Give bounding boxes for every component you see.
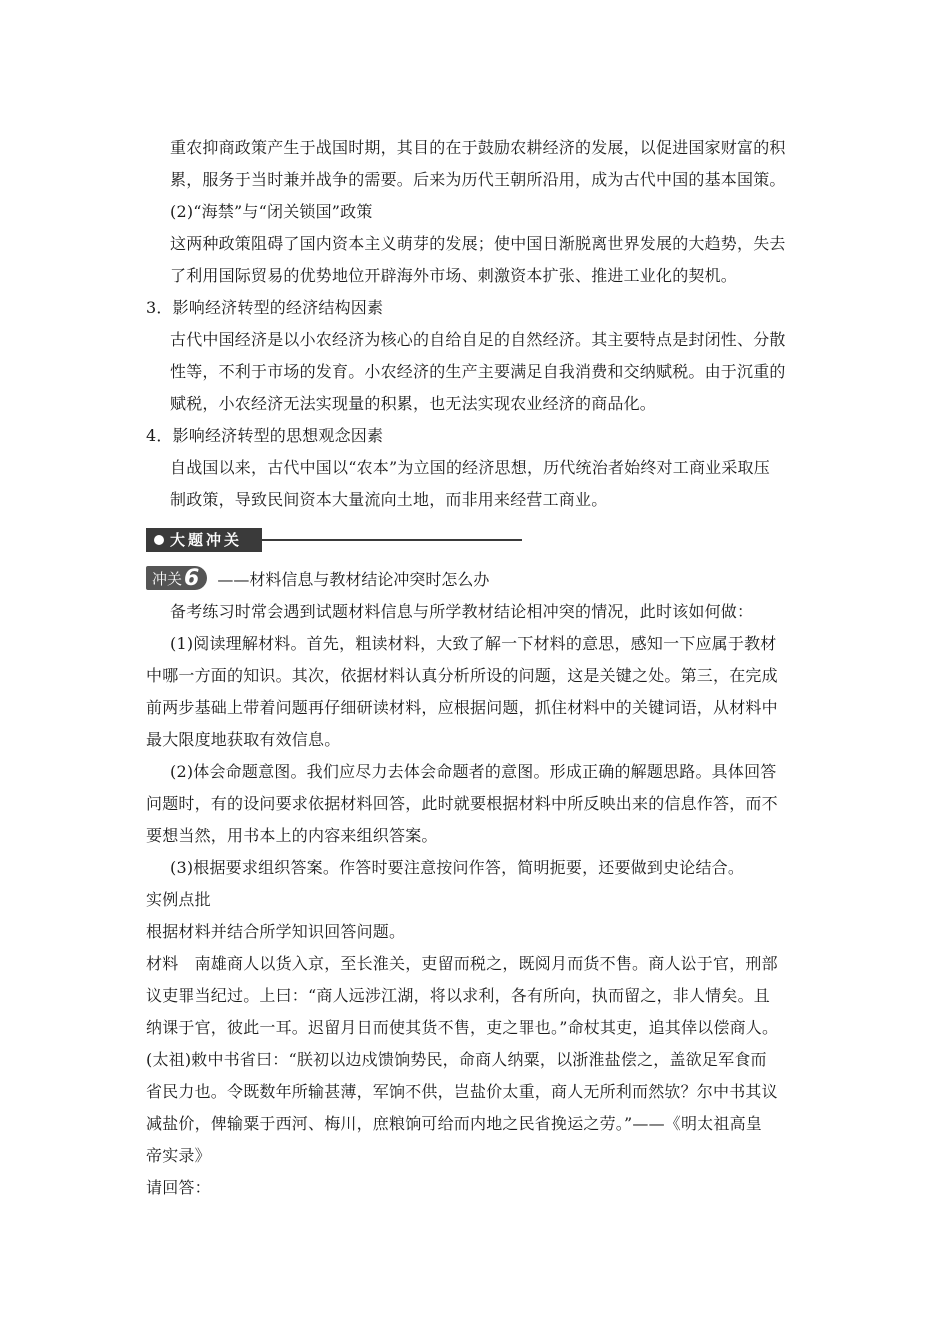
text-line: 这两种政策阻碍了国内资本主义萌芽的发展；使中国日渐脱离世界发展的大趋势，失去 [170, 234, 786, 253]
subheading: (2)“海禁”与“闭关锁国”政策 [170, 202, 373, 221]
chongguan-number: 6 [184, 565, 200, 591]
banner-label: 大题冲关 [170, 531, 243, 549]
chongguan-heading [146, 562, 806, 594]
text-line: (1)阅读理解材料。首先，粗读材料，大致了解一下材料的意思，感知一下应属于教材 [170, 634, 777, 653]
section-heading: 3．影响经济转型的经济结构因素 [146, 298, 384, 317]
text-line: 古代中国经济是以小农经济为核心的自给自足的自然经济。其主要特点是封闭性、分散 [170, 330, 786, 349]
text-line: (3)根据要求组织答案。作答时要注意按问作答，简明扼要，还要做到史论结合。 [170, 858, 745, 877]
text-line: 要想当然，用书本上的内容来组织答案。 [146, 826, 438, 845]
text-line: 性等，不利于市场的发育。小农经济的生产主要满足自我消费和交纳赋税。由于沉重的 [170, 362, 786, 381]
bullet-dot-icon [154, 535, 164, 545]
document-body [146, 132, 806, 1204]
banner-divider [262, 539, 522, 541]
material-line: 帝实录》 [146, 1146, 211, 1165]
chongguan-tag: 冲关 [152, 569, 183, 588]
section-heading: 4．影响经济转型的思想观念因素 [146, 426, 384, 445]
text-line: (2)体会命题意图。我们应尽力去体会命题者的意图。形成正确的解题思路。具体回答 [170, 762, 777, 781]
text-line: 赋税，小农经济无法实现量的积累，也无法实现农业经济的商品化。 [170, 394, 657, 413]
text-line: 最大限度地获取有效信息。 [146, 730, 341, 749]
text-line: 制政策，导致民间资本大量流向土地，而非用来经营工商业。 [170, 490, 608, 509]
text-line: 了利用国际贸易的优势地位开辟海外市场、刺激资本扩张、推进工业化的契机。 [170, 266, 738, 285]
text-line: 备考练习时常会遇到试题材料信息与所学教材结论相冲突的情况，此时该如何做： [170, 602, 754, 621]
chongguan-title: ——材料信息与教材结论冲突时怎么办 [217, 569, 490, 589]
instruction: 根据材料并结合所学知识回答问题。 [146, 922, 406, 941]
text-line: 累，服务于当时兼并战争的需要。后来为历代王朝所沿用，成为古代中国的基本国策。 [170, 170, 786, 189]
material-line: (太祖)敕中书省曰：“朕初以边戍馈饷势民，命商人纳粟，以浙淮盐偿之，盖欲足军食而 [146, 1050, 767, 1069]
material-line: 议吏罪当纪过。上曰：“商人远涉江湖，将以求利，各有所向，执而留之，非人情矣。且 [146, 986, 770, 1005]
question-prompt: 请回答： [146, 1178, 211, 1197]
text-line: 中哪一方面的知识。其次，依据材料认真分析所设的问题，这是关键之处。第三，在完成 [146, 666, 778, 685]
text-line: 问题时，有的设问要求依据材料回答，此时就要根据材料中所反映出来的信息作答，而不 [146, 794, 778, 813]
material-line: 纳课于官，彼此一耳。迟留月日而使其货不售，吏之罪也。”命杖其吏，追其倖以偿商人。 [146, 1018, 779, 1037]
example-heading: 实例点批 [146, 890, 211, 909]
material-line: 材料 南雄商人以货入京，至长淮关，吏留而税之，既阅月而货不售。商人讼于官，刑部 [146, 954, 778, 973]
text-line: 前两步基础上带着问题再仔细研读材料，应根据问题，抓住材料中的关键词语，从材料中 [146, 698, 778, 717]
banner-label-box [146, 528, 262, 552]
section-banner [146, 522, 806, 558]
material-line: 减盐价，俾输粟于西河、梅川，庶粮饷可给而内地之民省挽运之劳。”——《明太祖高皇 [146, 1114, 762, 1133]
material-line: 省民力也。令既数年所输甚薄，军饷不供，岂盐价太重，商人无所利而然欤？尔中书其议 [146, 1082, 778, 1101]
text-line: 重农抑商政策产生于战国时期，其目的在于鼓励农耕经济的发展，以促进国家财富的积 [170, 138, 786, 157]
text-line: 自战国以来，古代中国以“农本”为立国的经济思想，历代统治者始终对工商业采取压 [170, 458, 770, 477]
chongguan-badge [146, 566, 207, 590]
